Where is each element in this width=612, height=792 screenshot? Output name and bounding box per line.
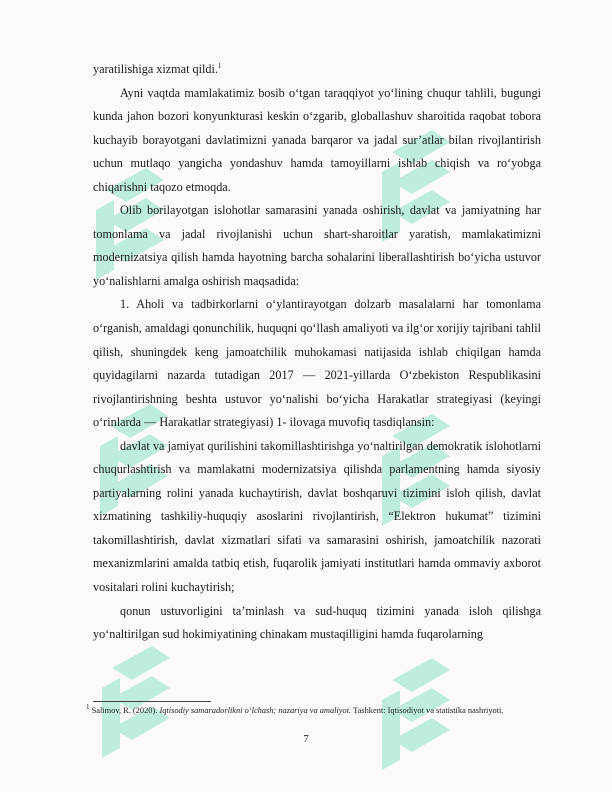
footnote-publisher: Tashkent: Iqtisodiyot va statistika nashriyoti. [353,706,504,715]
footnote-divider [93,701,211,702]
watermark-logo [92,628,184,778]
paragraph: 1. Aholi va tadbirkorlarni o‘ylantirayotgan dolzarb masalalarni har tomonlama o‘rganish, amaldagi qonunchilik, huquqni qo‘llash amaliyoti va ilg‘or xorijiy tajribani tahlil qilish, shuningdek keng jamoatchilik muhokamasi natijasida ishlab chiqilgan hamda quyidagilarni nazarda tutadigan 2017 — 2021-yillarda O‘zbekiston Respublikasini rivojlantirishning beshta ustuvor yo‘nalishi bo‘yicha Harakatlar strategiyasi (keyingi o‘rinlarda — Harakatlar strategiyasi) 1- ilovaga muvofiq tasdiqlansin: [93,297,541,430]
paragraph-continuation: yaratilishiga xizmat qildi.$^1$ [93,61,222,76]
footnote-title: Iqtisodiy samaradorlikni o‘lchash: nazariya va amaliyot. [159,706,352,715]
body-text [93,58,541,647]
paragraph: qonun ustuvorligini ta’minlash va sud-huquq tizimini yanada isloh qilishga yo‘naltirilgan sud hokimiyatining chinakam mustaqilligini hamda fuqarolarning [93,603,541,642]
footnote-author: Salimov, R. (2020). [91,706,158,715]
paragraph: Ayni vaqtda mamlakatimiz bosib o‘tgan taraqqiyot yo‘lining chuqur tahlili, bugungi kunda jahon bozori konyunkturasi keskin o‘zgarib, globallashuv sharoitida raqobat tobora kuchayib borayotgani davlatimizni yanada barqaror va jadal sur’atlar bilan rivojlantirish uchun mutlaqo yangicha yondashuv hamda tamoyillarni ishlab chiqish va ro‘yobga chiqarishni taqozo etmoqda. [93,85,541,194]
footnote-ref[interactable]: 1 [217,61,222,70]
footnote [86,705,541,717]
paragraph: Olib borilayotgan islohotlar samarasini yanada oshirish, davlat va jamiyatning har tomonlama va jadal rivojlanishi uchun shart-sharoitlar yaratish, mamlakatimizni modernizatsiya qilish hamda hayotning barcha sohalarini liberallashtirish bo‘yicha ustuvor yo‘nalishlarni amalga oshirish maqsadida: [93,203,541,288]
paragraph: davlat va jamiyat qurilishini takomillashtirishga yo‘naltirilgan demokratik islohotlarni chuqurlashtirish va mamlakatni modernizatsiya qilishda parlamentning hamda siyosiy partiyalarning rolini yanada kuchaytirish, davlat boshqaruvi tizimini isloh qilish, davlat xizmatining tashkiliy-huquqiy asoslarini rivojlantirish, “Elektron hukumat” tizimini takomillashtirish, davlat xizmatlari sifati va samarasini oshirish, jamoatchilik nazorati mexanizmlarini amalda tatbiq etish, fuqarolik jamiyati institutlari hamda ommaviy axborot vositalari rolini kuchaytirish; [93,438,541,595]
footnote-mark: 1 [86,703,90,712]
page-number: 7 [303,733,309,745]
